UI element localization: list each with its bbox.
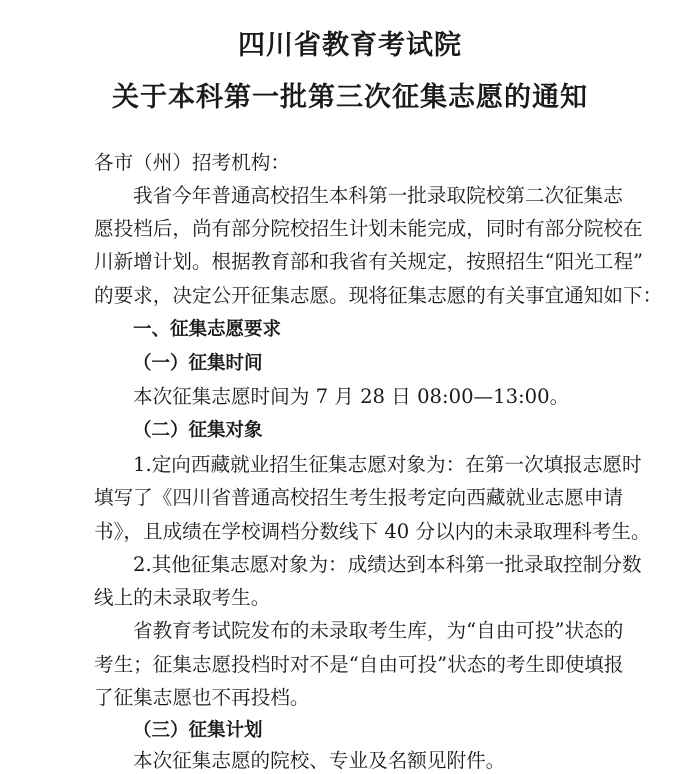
list-item-line: 2.其他征集志愿对象为：成绩达到本科第一批录取控制分数 xyxy=(133,553,642,576)
paragraph-line: 考生；征集志愿投档时对不是“自由可投”状态的考生即使填报 xyxy=(94,653,624,676)
paragraph-line: 我省今年普通高校招生本科第一批录取院校第二次征集志 xyxy=(133,184,623,207)
subsection-heading: （三）征集计划 xyxy=(133,720,263,741)
paragraph-line: 本次征集志愿的院校、专业及名额见附件。 xyxy=(133,749,506,772)
list-item-line: 1.定向西藏就业招生征集志愿对象为：在第一次填报志愿时 xyxy=(133,453,642,476)
salutation: 各市（州）招考机构： xyxy=(94,151,290,174)
paragraph-line: 省教育考试院发布的未录取考生库，为“自由可投”状态的 xyxy=(133,619,624,642)
paragraph-line: 了征集志愿也不再投档。 xyxy=(94,686,310,709)
list-item-line: 填写了《四川省普通高校招生考生报考定向西藏就业志愿申请 xyxy=(94,486,624,509)
document-title-line1: 四川省教育考试院 xyxy=(238,30,462,61)
paragraph-line: 本次征集志愿时间为 7 月 28 日 08:00—13:00。 xyxy=(133,385,570,408)
document-title-line2: 关于本科第一批第三次征集志愿的通知 xyxy=(112,82,588,113)
subsection-heading: （二）征集对象 xyxy=(133,420,263,441)
paragraph-line: 川新增计划。根据教育部和我省有关规定，按照招生“阳光工程” xyxy=(94,250,644,273)
list-item-line: 线上的未录取考生。 xyxy=(94,586,271,609)
subsection-heading: （一）征集时间 xyxy=(133,353,263,374)
section-heading: 一、征集志愿要求 xyxy=(133,319,282,340)
paragraph-line: 的要求，决定公开征集志愿。现将征集志愿的有关事宜通知如下： xyxy=(94,284,663,307)
paragraph-line: 愿投档后，尚有部分院校招生计划未能完成，同时有部分院校在 xyxy=(94,217,643,240)
list-item-line: 书》，且成绩在学校调档分数线下 40 分以内的未录取理科考生。 xyxy=(94,520,651,543)
